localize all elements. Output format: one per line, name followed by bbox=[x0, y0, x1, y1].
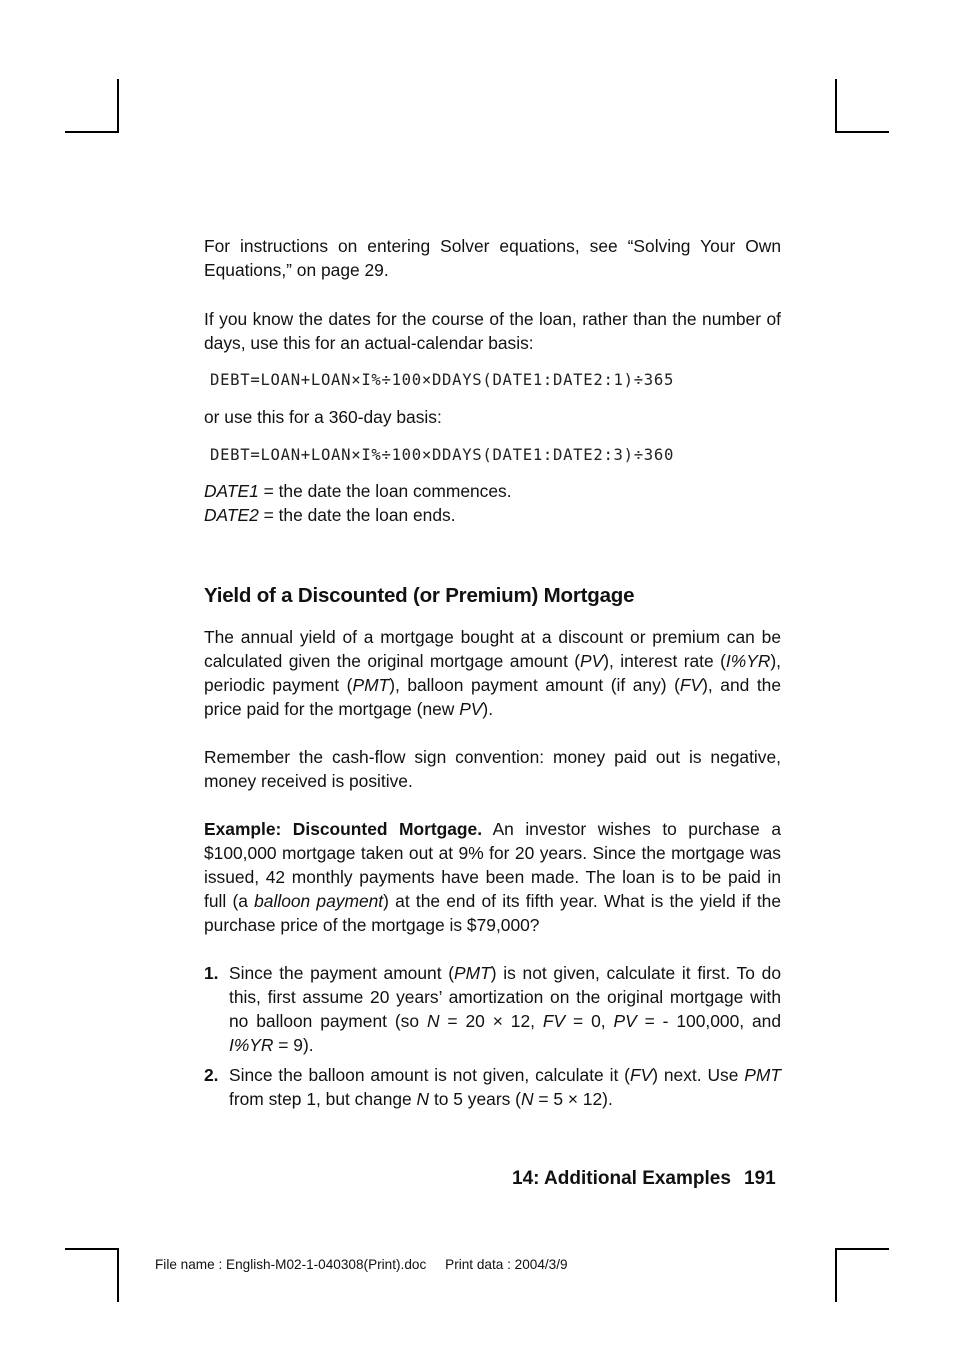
section-paragraph-1: The annual yield of a mortgage bought at a discount or premium can be calculated given the original mortgage amount (PV), interest rate (I%YR), periodic payment (PMT), balloon payment amount (if any) (FV), and the price paid for the mortgage (new PV). bbox=[204, 627, 782, 719]
footer-page-number: 191 bbox=[744, 1168, 776, 1189]
crop-mark-top-left-horizontal bbox=[65, 131, 119, 133]
section-heading: Yield of a Discounted (or Premium) Mortgage bbox=[204, 584, 635, 607]
variable-date2: DATE2 bbox=[204, 505, 259, 525]
intro-paragraph-1: For instructions on entering Solver equations, see “Solving Your Own Equations,” on page 29. bbox=[204, 236, 781, 280]
crop-mark-top-left-vertical bbox=[117, 79, 119, 133]
crop-mark-bottom-left-vertical bbox=[117, 1248, 119, 1302]
crop-mark-top-right-horizontal bbox=[835, 131, 889, 133]
crop-mark-bottom-right-horizontal bbox=[835, 1248, 889, 1250]
equation-actual-calendar: DEBT=LOAN+LOAN×I%÷100×DDAYS(DATE1:DATE2:1)÷365 bbox=[210, 371, 675, 389]
section-paragraph-2: Remember the cash-flow sign convention: money paid out is negative, money received is positive. bbox=[204, 747, 781, 791]
file-info: File name : English-M02-1-040308(Print).doc Print data : 2004/3/9 bbox=[155, 1257, 568, 1272]
crop-mark-bottom-right-vertical bbox=[835, 1248, 837, 1302]
equation-360-day: DEBT=LOAN+LOAN×I%÷100×DDAYS(DATE1:DATE2:3)÷360 bbox=[210, 446, 675, 464]
definition-date2: DATE2 = the date the loan ends. bbox=[204, 505, 456, 525]
connector-text: or use this for a 360-day basis: bbox=[204, 407, 442, 427]
variable-date1: DATE1 bbox=[204, 481, 259, 501]
definition-date1: DATE1 = the date the loan commences. bbox=[204, 481, 512, 501]
crop-mark-bottom-left-horizontal bbox=[65, 1248, 119, 1250]
example-label: Example: Discounted Mortgage. bbox=[204, 819, 483, 839]
example-paragraph: Example: Discounted Mortgage. An investor wishes to purchase a $100,000 mortgage taken out at 9% for 20 years. Since the mortgage was issued, 42 monthly payments have been made. The loan is to be paid in full (a balloon payment) at the end of its fifth year. What is the yield if the purchase price of the mortgage is $79,000? bbox=[204, 819, 782, 935]
crop-mark-top-right-vertical bbox=[835, 79, 837, 133]
step-2-number: 2. bbox=[204, 1065, 219, 1085]
intro-paragraph-2: If you know the dates for the course of the loan, rather than the number of days, use this for an actual-calendar basis: bbox=[204, 309, 781, 353]
step-1-number: 1. bbox=[204, 963, 219, 983]
step-1-text: Since the payment amount (PMT) is not given, calculate it first. To do this, first assume 20 years’ amortization on the original mortgage with no balloon payment (so N = 20 × 12, FV = 0, PV = - 100,000, and I%YR = 9). bbox=[229, 963, 781, 1055]
footer-chapter-title: 14: Additional Examples bbox=[512, 1168, 731, 1189]
step-2-text: Since the balloon amount is not given, calculate it (FV) next. Use PMT from step 1, but change N to 5 years (N = 5 × 12). bbox=[229, 1065, 781, 1109]
